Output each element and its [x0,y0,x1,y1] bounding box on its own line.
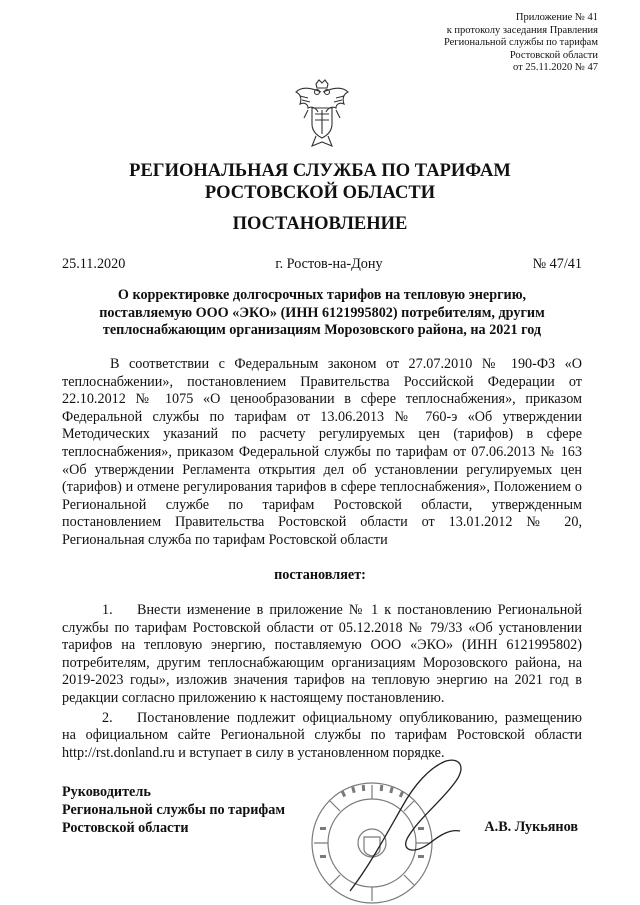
item-text: Внести изменение в приложение № 1 к постановлению Региональной службы по тарифам Ростовской области от 05.12.2018 № 79/33 «Об установлении тарифов на тепловую энергию, поставляемую ООО «ЭКО» (ИНН 6121995802) потребителям, другим теплоснабжающим организациям Морозовского района, на 2019-2023 годы», изложив значения тарифов на тепловую энергию на 2021 год в редакции согласно приложению к настоящему постановлению. [62,602,582,706]
signatory-position-line-3: Ростовской области [62,820,189,836]
coat-of-arms-icon [294,78,350,150]
appendix-line-3: Региональной службы по тарифам [443,37,598,49]
document-title-line-1: О корректировке долгосрочных тарифов на тепловую энергию, [117,287,527,303]
signatory-name: А.В. Лукьянов [484,819,578,835]
official-seal-icon [290,745,490,905]
resolution-items [62,602,582,764]
signatory-position-line-1: Руководитель [62,784,151,800]
document-date: 25.11.2020 [62,256,126,272]
item-number: 1. [102,602,113,618]
document-place: г. Ростов-на-Дону [275,256,383,272]
document-title-line-2: поставляемую ООО «ЭКО» (ИНН 6121995802) потребителям, другим [99,304,545,321]
appendix-line-1: Приложение № 41 [515,12,598,23]
appendix-line-5: от 25.11.2020 № 47 [513,62,598,74]
item-text: Постановление подлежит официальному опубликованию, размещению на официальном сайте Региональной службы по тарифам Ростовской области http://rst.donland.ru и вступает в силу в установленном порядке. [62,709,582,761]
document-number: № 47/41 [532,256,582,272]
document-type: ПОСТАНОВЛЕНИЕ [232,214,408,234]
signatory-position [62,783,285,837]
preamble-paragraph: В соответствии с Федеральным законом от 27.07.2010 № 190-ФЗ «О теплоснабжении», постановлением Правительства Российской Федерации от 22.10.2012 № 1075 «О ценообразовании в сфере теплоснабжения», приказом Федеральной службы по тарифам от 13.06.2013 № 760-э «Об утверждении Методических указаний по расчету регулируемых цен (тарифов) в сфере теплоснабжения», приказом Федеральной службы по тарифам от 07.06.2013 № 163 «Об утверждении Регламента открытия дел об установлении регулируемых цен (тарифов) и отмене регулирования тарифов в сфере теплоснабжения», Положением о Региональной службе по тарифам Ростовской области, утвержденным постановлением Правительства Ростовской области от 13.01.2012 № 20, Региональная служба по тарифам Ростовской области [62,356,582,548]
resolves-heading: постановляет: [274,567,366,583]
signatory-position-line-2: Региональной службы по тарифам [62,802,286,818]
resolution-item-1 [62,602,582,708]
organization-name-line-2: РОСТОВСКОЙ ОБЛАСТИ [204,183,436,203]
appendix-line-2: к протоколу заседания Правления [446,24,598,36]
item-number: 2. [102,709,113,726]
document-title-line-3: теплоснабжающим организациям Морозовского района, на 2021 год [102,322,542,338]
organization-name-line-1: РЕГИОНАЛЬНАЯ СЛУЖБА ПО ТАРИФАМ [129,161,511,181]
document-meta-row [62,256,582,273]
document-title [62,287,582,340]
organization-name [0,160,640,204]
appendix-note [444,12,598,75]
appendix-line-4: Ростовской области [509,49,598,61]
